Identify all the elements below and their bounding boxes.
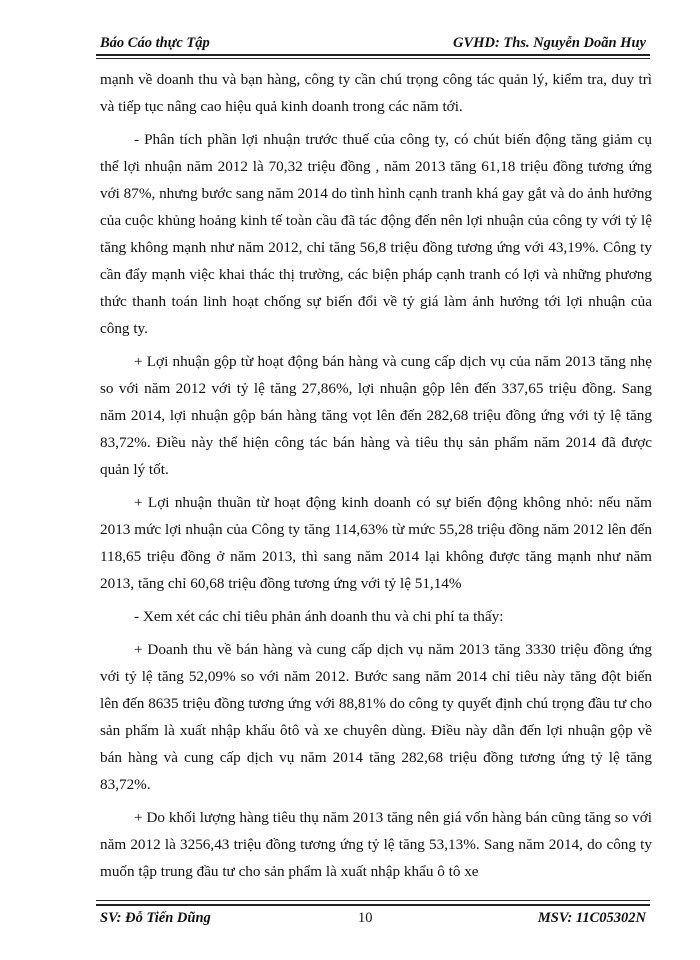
paragraph-6: + Doanh thu về bán hàng và cung cấp dịch vụ năm 2013 tăng 3330 triệu đồng ứng với tỷ lệ tăng 52,09% so với năm 2012. Bước sang năm 2014 chỉ tiêu này tăng đột biến lên đến 8635 triệu đồng tương ứng với 88,81% do công ty quyết định chú trọng đầu tư cho sản phẩm là xuất nhập khẩu ôtô và xe chuyên dùng. Điều này dẫn đến lợi nhuận gộp về bán hàng và cung cấp dịch vụ năm 2014 tăng 282,68 triệu đồng tương ứng tỷ lệ tăng 83,72%. (100, 641, 652, 793)
footer-divider-thin (96, 900, 650, 901)
paragraph-3: + Lợi nhuận gộp từ hoạt động bán hàng và cung cấp dịch vụ của năm 2013 tăng nhẹ so với năm 2012 với tỷ lệ tăng 27,86%, lợi nhuận gộp lên đến 337,65 triệu đồng. Sang năm 2014, lợi nhuận gộp bán hàng tăng vọt lên đến 282,68 triệu đồng ứng với tỷ lệ tăng 83,72%. Điều này thể hiện công tác bán hàng và tiêu thụ sản phẩm năm 2014 đã được quản lý tốt. (100, 353, 652, 478)
footer-student-name: SV: Đỗ Tiến Dũng (100, 910, 211, 926)
paragraph-7: + Do khối lượng hàng tiêu thụ năm 2013 tăng nên giá vốn hàng bán cũng tăng so với năm 2012 là 3256,43 triệu đồng tương ứng tỷ lệ tăng 53,13%. Sang năm 2014, do công ty muốn tập trung đầu tư cho sản phẩm là xuất nhập khẩu ô tô xe (100, 809, 652, 880)
header-divider-thin (96, 58, 650, 59)
running-footer (100, 910, 646, 927)
footer-student-id: MSV: 11C05302N (537, 910, 646, 926)
page-number: 10 (358, 910, 373, 926)
running-header (100, 30, 646, 52)
paragraph-5: - Xem xét các chỉ tiêu phản ánh doanh thu và chi phí ta thấy: (134, 608, 504, 625)
paragraph-4: + Lợi nhuận thuần từ hoạt động kinh doanh có sự biến động không nhỏ: nếu năm 2013 mức lợi nhuận của Công ty tăng 114,63% từ mức 55,28 triệu đồng năm 2012 lên đến 118,65 triệu đồng ở năm 2013, thì sang năm 2014 lại không được tăng mạnh như năm 2013, tăng chỉ 60,68 triệu đồng tương ứng với tỷ lệ 51,14% (100, 494, 652, 592)
paragraph-1: mạnh về doanh thu và bạn hàng, công ty cần chú trọng công tác quản lý, kiểm tra, duy trì và tiếp tục nâng cao hiệu quả kinh doanh trong các năm tới. (100, 71, 652, 115)
header-supervisor: GVHD: Ths. Nguyễn Doãn Huy (453, 35, 646, 51)
paragraph-2: - Phân tích phần lợi nhuận trước thuế của công ty, có chút biến động tăng giảm cụ thể lợi nhuận năm 2012 là 70,32 triệu đồng , năm 2013 tăng 61,18 triệu đồng tương ứng với 87%, nhưng bước sang năm 2014 do tình hình cạnh tranh khá gay gắt và do ảnh hưởng của cuộc khủng hoảng kinh tế toàn cầu đã tác động đến nên lợi nhuận của công ty với tỷ lệ tăng không mạnh như năm 2012, chỉ tăng 56,8 triệu đồng tương ứng với 43,19%. Công ty cần đẩy mạnh việc khai thác thị trường, các biện pháp cạnh tranh có lợi và những phương thức thanh toán linh hoạt chống sự biến đổi về tỷ giá làm ảnh hưởng tới lợi nhuận của công ty. (100, 131, 652, 337)
header-divider (96, 54, 650, 56)
header-report-title: Báo Cáo thực Tập (100, 35, 210, 51)
body-text (100, 66, 652, 891)
footer-divider (96, 904, 650, 906)
